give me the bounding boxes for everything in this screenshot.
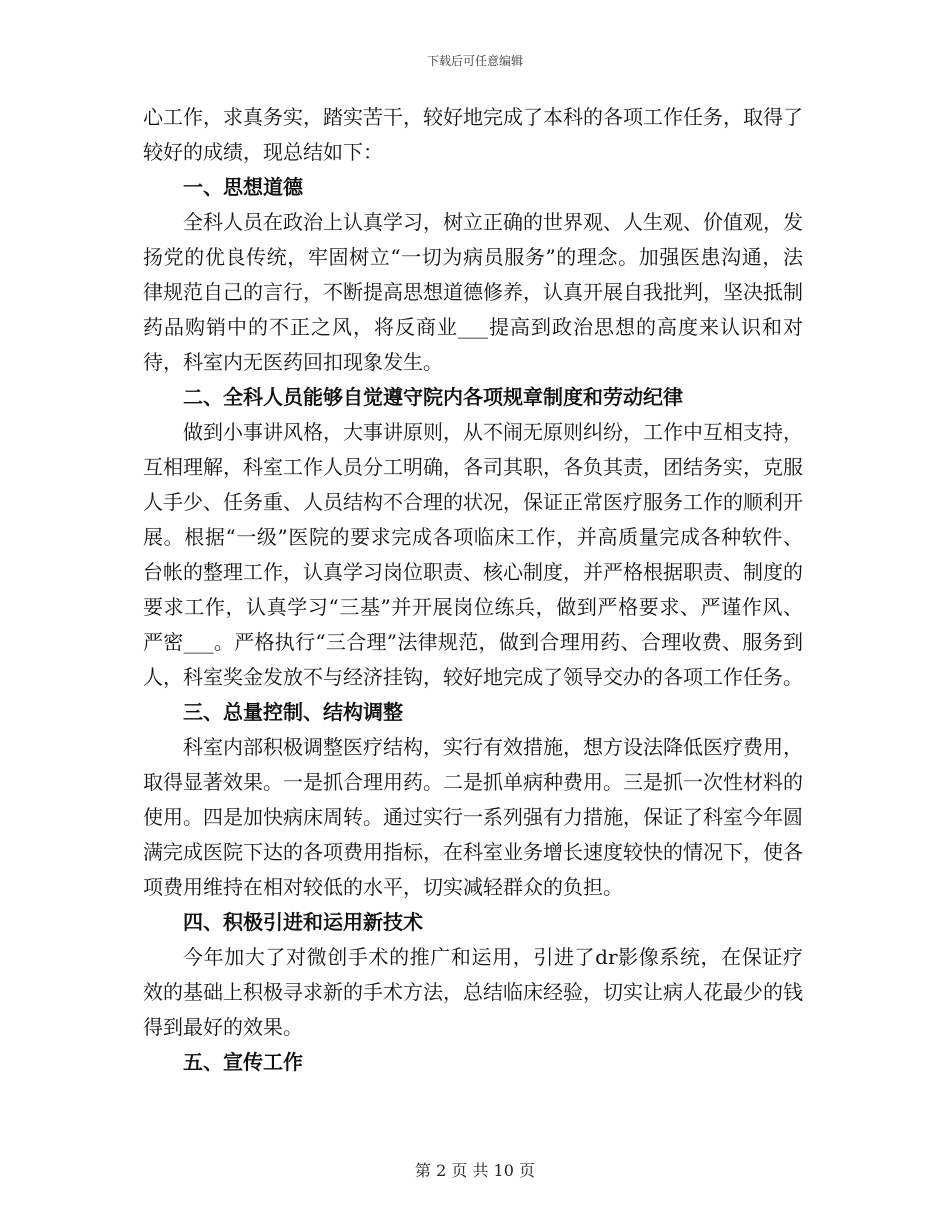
section-heading-5: 五、宣传工作 [183, 1050, 303, 1074]
section-paragraph-1: 全科人员在政治上认真学习，树立正确的世界观、人生观、价值观，发扬党的优良传统，牢固树立“一切为病员服务”的理念。加强医患沟通，法律规范自己的言行，不断提高思想道德修养，认真开展自我批判，坚决抵制药品购销中的不正之风，将反商业___提高到政治思想的高度来认识和对待，科室内无医药回扣现象发生。 [143, 210, 803, 374]
section-heading-2: 二、全科人员能够自觉遵守院内各项规章制度和劳动纪律 [183, 385, 683, 409]
page-header: 下载后可任意编辑 [426, 54, 523, 68]
document-body [143, 100, 803, 1080]
section-paragraph-3: 科室内部积极调整医疗结构，实行有效措施，想方设法降低医疗费用，取得显著效果。一是抓合理用药。二是抓单病种费用。三是抓一次性材料的使用。四是加快病床周转。通过实行一系列强有力措施，保证了科室今年圆满完成医院下达的各项费用指标，在科室业务增长速度较快的情况下，使各项费用维持在相对较低的水平，切实减轻群众的负担。 [143, 735, 803, 899]
intro-paragraph: 心工作，求真务实，踏实苦干，较好地完成了本科的各项工作任务，取得了较好的成绩，现总结如下： [143, 105, 803, 164]
section-paragraph-4: 今年加大了对微创手术的推广和运用，引进了dr影像系统，在保证疗效的基础上积极寻求新的手术方法，总结临床经验，切实让病人花最少的钱得到最好的效果。 [143, 945, 803, 1039]
section-heading-1: 一、思想道德 [183, 175, 303, 199]
section-heading-3: 三、总量控制、结构调整 [183, 700, 403, 724]
section-heading-4: 四、积极引进和运用新技术 [183, 910, 423, 934]
page-footer: 第 2 页 共 10 页 [415, 1161, 535, 1180]
section-paragraph-2: 做到小事讲风格，大事讲原则，从不闹无原则纠纷，工作中互相支持，互相理解，科室工作人员分工明确，各司其职，各负其责，团结务实，克服人手少、任务重、人员结构不合理的状况，保证正常医疗服务工作的顺利开展。根据“一级”医院的要求完成各项临床工作，并高质量完成各种软件、台帐的整理工作，认真学习岗位职责、核心制度，并严格根据职责、制度的要求工作，认真学习“三基”并开展岗位练兵，做到严格要求、严谨作风、严密___。严格执行“三合理”法律规范，做到合理用药、合理收费、服务到人，科室奖金发放不与经济挂钩，较好地完成了领导交办的各项工作任务。 [143, 420, 803, 689]
